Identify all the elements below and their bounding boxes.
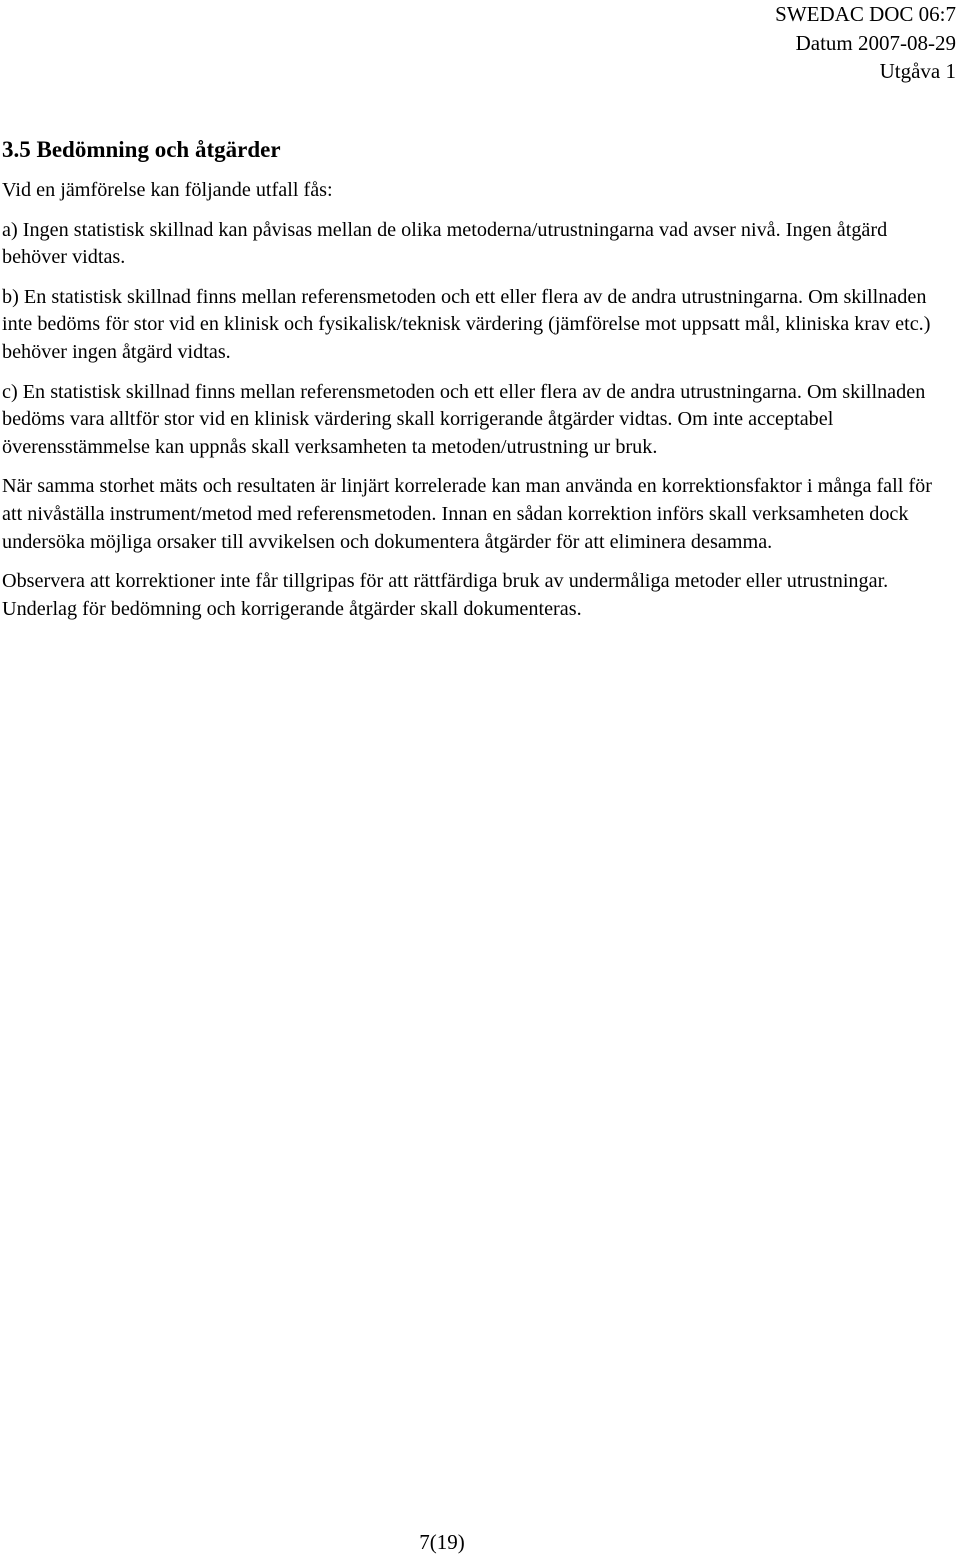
document-body: [2, 135, 952, 635]
document-header: [775, 0, 956, 86]
document-id: SWEDAC DOC 06:7: [775, 2, 956, 26]
observation-paragraph: Observera att korrektioner inte får tillgripas för att rättfärdiga bruk av undermåliga metoder eller utrustningar. Underlag för bedömning och korrigerande åtgärder skall dokumenteras.: [2, 570, 889, 620]
intro-paragraph: Vid en jämförelse kan följande utfall fås:: [2, 179, 333, 201]
document-edition: Utgåva 1: [879, 59, 956, 83]
outcome-c-paragraph: c) En statistisk skillnad finns mellan referensmetoden och ett eller flera av de andra utrustningarna. Om skillnaden bedöms vara alltför stor vid en klinisk värdering skall korrigerande åtgärder vidtas. Om inte acceptabel överensstämmelse kan uppnås skall verksamheten ta metoden/utrustning ur bruk.: [2, 380, 926, 458]
correction-factor-paragraph: När samma storhet mäts och resultaten är linjärt korrelerade kan man använda en korrektionsfaktor i många fall för att nivåställa instrument/metod med referensmetoden. Innan en sådan korrektion införs skall verksamheten dock undersöka möjliga orsaker till avvikelsen och dokumentera åtgärder för att eliminera desamma.: [2, 475, 932, 553]
outcome-a-paragraph: a) Ingen statistisk skillnad kan påvisas mellan de olika metoderna/utrustningarna vad avser nivå. Ingen åtgärd behöver vidtas.: [2, 218, 888, 269]
page-number: 7(19): [419, 1530, 465, 1554]
document-date: Datum 2007-08-29: [795, 30, 956, 55]
outcome-b-paragraph: b) En statistisk skillnad finns mellan referensmetoden och ett eller flera av de andra utrustningarna. Om skillnaden inte bedöms för stor vid en klinisk och fysikalisk/teknisk värdering (jämförelse mot uppsatt mål, kliniska krav etc.) behöver ingen åtgärd vidtas.: [2, 285, 931, 363]
section-heading: 3.5 Bedömning och åtgärder: [2, 137, 281, 162]
